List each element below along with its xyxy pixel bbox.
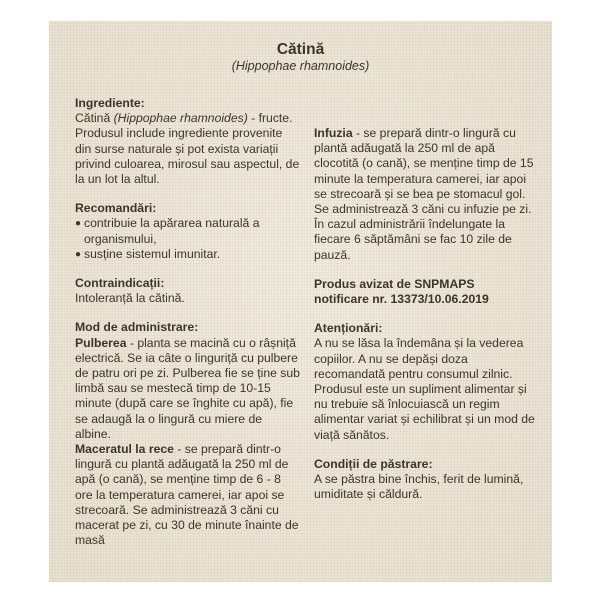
bullet-icon: ● (75, 248, 82, 260)
maceration-paragraph (75, 442, 301, 548)
storage-heading: Condiții de păstrare: (314, 456, 433, 471)
storage-text: A se păstra bine închis, ferit de lumină, umiditate și căldură. (314, 472, 524, 502)
warnings-text: A nu se lăsa la îndemâna și la vederea copiilor. A nu se depăși doza recomandată pentru consumul zilnic. Produsul este un supliment alimentar și nu trebuie să înlocuiască un regim alimentar variat și echilibrat și un mod de viață sănătos. (314, 336, 535, 442)
recommendation-item (75, 216, 301, 246)
recommendations-heading: Recomandări: (75, 201, 157, 216)
contraindications-text: Intoleranță la cătină. (75, 291, 185, 306)
warnings-heading: Atenționări: (314, 321, 383, 336)
infusion-paragraph (314, 126, 539, 263)
approval-line-2: notificare nr. 13373/10.06.2019 (314, 292, 489, 307)
contraindications-heading: Contraindicații: (75, 276, 165, 291)
recommendation-text: contribuie la apărarea naturală a organismului, (84, 216, 260, 246)
ingredients-latin: (Hippophae rhamnoides) (113, 111, 248, 126)
maceration-label: Maceratul la rece (75, 442, 174, 457)
product-label (49, 21, 552, 582)
infusion-label: Infuzia (314, 126, 353, 140)
recommendation-text: susține sistemul imunitar. (84, 246, 221, 261)
powder-text: - planta se macină cu o râșniță electrică. Se ia câte o linguriță cu pulbere de patru ori pe zi. Pulberea fie se ține sub limbă sau se mestecă timp de 10-15 minute (după care se înghite cu apă), fie se adaugă la o lingură cu miere de albine. (75, 335, 300, 441)
ingredients-heading: Ingrediente: (75, 96, 145, 110)
recommendation-item (75, 247, 301, 262)
ingredients-description: Produsul include ingrediente provenite din surse naturale și pot exista variații privind culoarea, mirosul sau aspectul, de la un lot la altul. (75, 126, 300, 187)
ingredients-text (75, 111, 301, 187)
ingredients-part: - fructe. (251, 111, 293, 126)
approval-line-1: Produs avizat de SNPMAPS (314, 276, 475, 291)
left-column (75, 96, 301, 548)
right-column (314, 96, 539, 502)
product-title: Cătină (276, 41, 325, 58)
ingredients-plant: Cătină (75, 111, 111, 126)
infusion-text: - se prepară dintr-o lingură cu plantă adăugată la 250 ml de apă clocotită (o cană), se menține timp de 15 minute la temperatura camerei, iar apoi se strecoară și se bea pe stomacul gol. Se administrează 3 căni cu infuzie pe zi. În cazul administrării îndelungate la fiecare 6 săptămâni se fac 10 zile de pauză. (314, 126, 534, 262)
bullet-icon: ● (75, 218, 82, 230)
product-latin-name: (Hippophae rhamnoides) (231, 59, 370, 73)
powder-paragraph (75, 336, 301, 442)
administration-heading: Mod de administrare: (75, 320, 199, 335)
maceration-text: - se prepară dintr-o lingură cu plantă adăugată la 250 ml de apă (o cană), se menține timp de 6 - 8 ore la temperatura camerei, iar apoi se strecoară. Se administrează 3 căni cu macerat pe zi, cu 30 de minute înainte de masă (75, 442, 299, 548)
powder-label: Pulberea (75, 335, 127, 350)
